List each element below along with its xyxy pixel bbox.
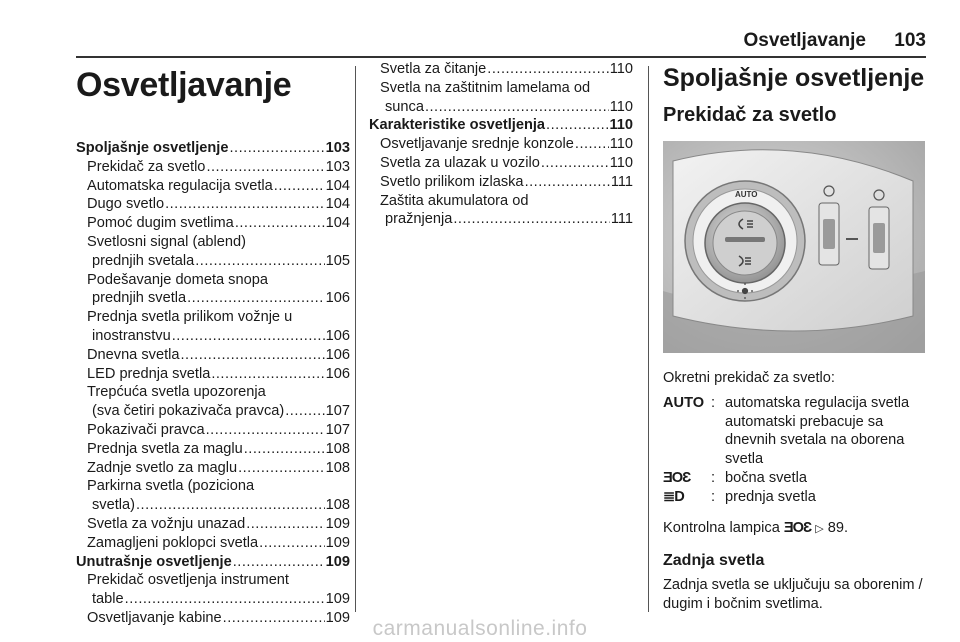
toc-entry[interactable]: [369, 98, 633, 117]
toc-leader-dots: [172, 327, 325, 346]
toc-entry-page: 104: [325, 196, 350, 213]
toc-entry-label: LED prednja svetla: [87, 365, 211, 382]
toc-entry[interactable]: [369, 154, 633, 173]
switch-intro: Okretni prekidač za svetlo:: [663, 370, 835, 386]
toc-entry-label: (sva četiri pokazivača pravca): [92, 403, 285, 420]
dial-label: AUTO: [735, 190, 758, 199]
toc-entry-page: 107: [325, 403, 350, 420]
toc-entry-page: 108: [325, 440, 350, 457]
toc-entry-page: 109: [325, 591, 350, 608]
toc-entry-label: Automatska regulacija svetla: [87, 177, 273, 194]
toc-entry-page: 111: [610, 211, 633, 228]
toc-entry-page: 106: [325, 365, 350, 382]
toc-entry-label: Svetla za ulazak u vozilo: [380, 154, 540, 171]
switch-position-description: prednja svetla: [725, 488, 816, 505]
toc-entry-label: Zamagljeni poklopci svetla: [87, 534, 259, 551]
toc-leader-dots: [546, 116, 608, 135]
control-lamp-page-ref[interactable]: 89.: [827, 519, 849, 536]
toc-entry[interactable]: [76, 158, 350, 177]
toc-entry[interactable]: [369, 135, 633, 154]
triangle-right-icon: ▷: [815, 522, 824, 535]
header-title: Osvetljavanje: [743, 30, 866, 51]
subsection-heading: Prekidač za svetlo: [663, 104, 837, 126]
toc-leader-dots: [211, 365, 324, 384]
toc-entry-label: Pomoć dugim svetlima: [87, 215, 234, 232]
toc-entry[interactable]: [76, 402, 350, 421]
toc-leader-dots: [206, 421, 325, 440]
toc-line: Podešavanje dometa snopa: [87, 271, 268, 288]
toc-entry-page: 106: [325, 290, 350, 307]
header-rule: [76, 56, 926, 58]
toc-entry-label: table: [92, 591, 124, 608]
toc-entry-label: Spoljašnje osvetljenje: [76, 140, 229, 156]
toc-entry[interactable]: [76, 496, 350, 515]
switch-position-separator: :: [711, 394, 716, 411]
chapter-title: Osvetljavanje: [76, 66, 292, 104]
toc-entry-label: Svetlo prilikom izlaska: [380, 173, 524, 190]
toc-leader-dots: [206, 158, 324, 177]
switch-position-separator: :: [711, 469, 716, 486]
toc-entry[interactable]: [76, 327, 350, 346]
toc-entry[interactable]: [369, 116, 633, 135]
toc-entry-page: 110: [609, 154, 633, 171]
rear-lights-text: Zadnja svetla se uključuju sa oborenim / dugim i bočnim svetlima.: [663, 577, 923, 613]
toc-line: Trepćuća svetla upozorenja: [87, 384, 266, 401]
toc-entry-label: Pokazivači pravca: [87, 421, 205, 438]
switch-position-key: ƎOƐ: [663, 469, 691, 486]
toc-leader-dots: [525, 173, 610, 192]
toc-line: Prednja svetla prilikom vožnje u: [87, 309, 293, 326]
toc-entry-page: 105: [325, 252, 350, 269]
switch-position-item: [663, 394, 927, 469]
toc-entry-label: Unutrašnje osvetljenje: [76, 553, 232, 570]
toc-entry[interactable]: [369, 210, 633, 229]
rear-lights-heading: Zadnja svetla: [663, 552, 765, 570]
toc-entry-page: 106: [325, 346, 350, 363]
toc-entry[interactable]: [76, 365, 350, 384]
column-divider-1: [355, 66, 356, 612]
switch-position-key: AUTO: [663, 394, 705, 411]
toc-entry[interactable]: [76, 252, 350, 271]
toc-entry-label: prednjih svetala: [92, 252, 195, 269]
toc-entry[interactable]: [76, 421, 350, 440]
table-of-contents: [76, 139, 350, 628]
toc-entry-label: Prekidač za svetlo: [87, 158, 206, 175]
toc-entry-page: 103: [325, 158, 350, 175]
toc-leader-dots: [575, 135, 609, 154]
toc-entry-label: Karakteristike osvetljenja: [369, 117, 546, 134]
toc-line: Svetla na zaštitnim lamelama od: [380, 79, 591, 96]
toc-leader-dots: [125, 590, 325, 609]
toc-entry-label: Dugo svetlo: [87, 196, 165, 213]
toc-entry[interactable]: [369, 173, 633, 192]
toc-leader-dots: [238, 459, 325, 478]
table-of-contents-continued: [369, 60, 633, 229]
toc-entry-label: svetla): [92, 497, 135, 514]
toc-entry-label: Osvetljavanje kabine: [87, 609, 222, 626]
switch-position-description: automatska regulacija svetla automatski prebacuje sa dnevnih svetala na oborena svetla: [725, 394, 910, 468]
toc-entry-page: 109: [325, 515, 350, 532]
toc-leader-dots: [541, 154, 609, 173]
toc-entry-page: 110: [609, 136, 633, 153]
toc-entry[interactable]: [76, 139, 350, 158]
toc-entry-label: inostranstvu: [92, 327, 171, 344]
toc-line: Parkirna svetla (poziciona: [87, 478, 255, 495]
toc-leader-dots: [165, 195, 325, 214]
toc-entry-page: 104: [325, 215, 350, 232]
toc-entry[interactable]: [76, 515, 350, 534]
toc-entry-page: 109: [325, 609, 350, 626]
column-2: [369, 60, 633, 229]
toc-leader-dots: [244, 440, 325, 459]
toc-leader-dots: [233, 553, 325, 572]
column-3: [663, 60, 927, 614]
switch-position-item: [663, 488, 927, 507]
toc-leader-dots: [229, 139, 324, 158]
toc-entry-label: Zadnje svetlo za maglu: [87, 459, 238, 476]
toc-entry-page: 110: [609, 61, 633, 77]
toc-entry[interactable]: [76, 214, 350, 233]
toc-entry-page: 106: [325, 327, 350, 344]
toc-entry-page: 108: [325, 459, 350, 476]
toc-entry[interactable]: [369, 60, 633, 79]
toc-entry[interactable]: [76, 346, 350, 365]
toc-entry-label: Dnevna svetla: [87, 346, 180, 363]
toc-leader-dots: [235, 214, 325, 233]
toc-entry[interactable]: [76, 459, 350, 478]
toc-entry-page: 104: [325, 177, 350, 194]
switch-position-description: bočna svetla: [725, 469, 807, 486]
toc-entry[interactable]: [76, 440, 350, 459]
switch-position-key: ≣D: [663, 488, 684, 505]
toc-line: Prekidač osvetljenja instrument: [87, 572, 289, 589]
toc-entry-page: 109: [325, 553, 350, 570]
column-divider-2: [648, 66, 649, 612]
light-switch-illustration: [663, 141, 925, 353]
toc-entry[interactable]: [76, 534, 350, 553]
toc-leader-dots: [274, 177, 325, 196]
toc-entry-label: sunca: [385, 98, 424, 115]
toc-entry-page: 111: [610, 173, 633, 190]
toc-entry-label: prednjih svetla: [92, 290, 187, 307]
control-lamp-line: [663, 519, 927, 539]
column-1: [76, 60, 350, 628]
toc-line: Svetlosni signal (ablend): [87, 233, 246, 250]
toc-entry-page: 110: [609, 117, 633, 134]
toc-entry[interactable]: [76, 553, 350, 572]
toc-entry-page: 107: [325, 421, 350, 438]
toc-entry-page: 110: [609, 98, 633, 115]
toc-entry[interactable]: [76, 289, 350, 308]
toc-entry-page: 108: [325, 497, 350, 514]
toc-leader-dots: [259, 534, 324, 553]
toc-entry-label: Svetla za čitanje: [380, 61, 487, 77]
toc-leader-dots: [246, 515, 324, 534]
control-lamp-text: Kontrolna lampica: [663, 519, 780, 536]
toc-leader-dots: [453, 210, 609, 229]
page-header: [76, 30, 926, 52]
toc-leader-dots: [180, 346, 324, 365]
switch-position-separator: :: [711, 488, 716, 505]
toc-leader-dots: [136, 496, 325, 515]
side-light-symbol: ƎOƐ: [783, 519, 812, 536]
light-switch-figure: [663, 141, 925, 353]
toc-leader-dots: [285, 402, 324, 421]
switch-positions-list: [663, 394, 927, 507]
toc-entry-page: 103: [325, 140, 350, 156]
toc-entry[interactable]: [76, 177, 350, 196]
watermark: carmanualsonline.info: [372, 617, 588, 640]
header-page-number: 103: [894, 30, 926, 51]
section-heading: Spoljašnje osvetljenje: [663, 64, 925, 92]
toc-line: Zaštita akumulatora od: [380, 192, 529, 209]
toc-entry-page: 109: [325, 534, 350, 551]
toc-leader-dots: [487, 60, 608, 79]
toc-entry-label: Prednja svetla za maglu: [87, 440, 243, 457]
toc-entry[interactable]: [76, 590, 350, 609]
toc-leader-dots: [187, 289, 325, 308]
toc-leader-dots: [425, 98, 609, 117]
switch-position-item: [663, 469, 927, 488]
toc-entry[interactable]: [76, 195, 350, 214]
toc-leader-dots: [195, 252, 324, 271]
toc-entry-label: pražnjenja: [385, 211, 453, 228]
toc-entry-label: Svetla za vožnju unazad: [87, 515, 246, 532]
toc-entry-label: Osvetljavanje srednje konzole: [380, 136, 574, 153]
